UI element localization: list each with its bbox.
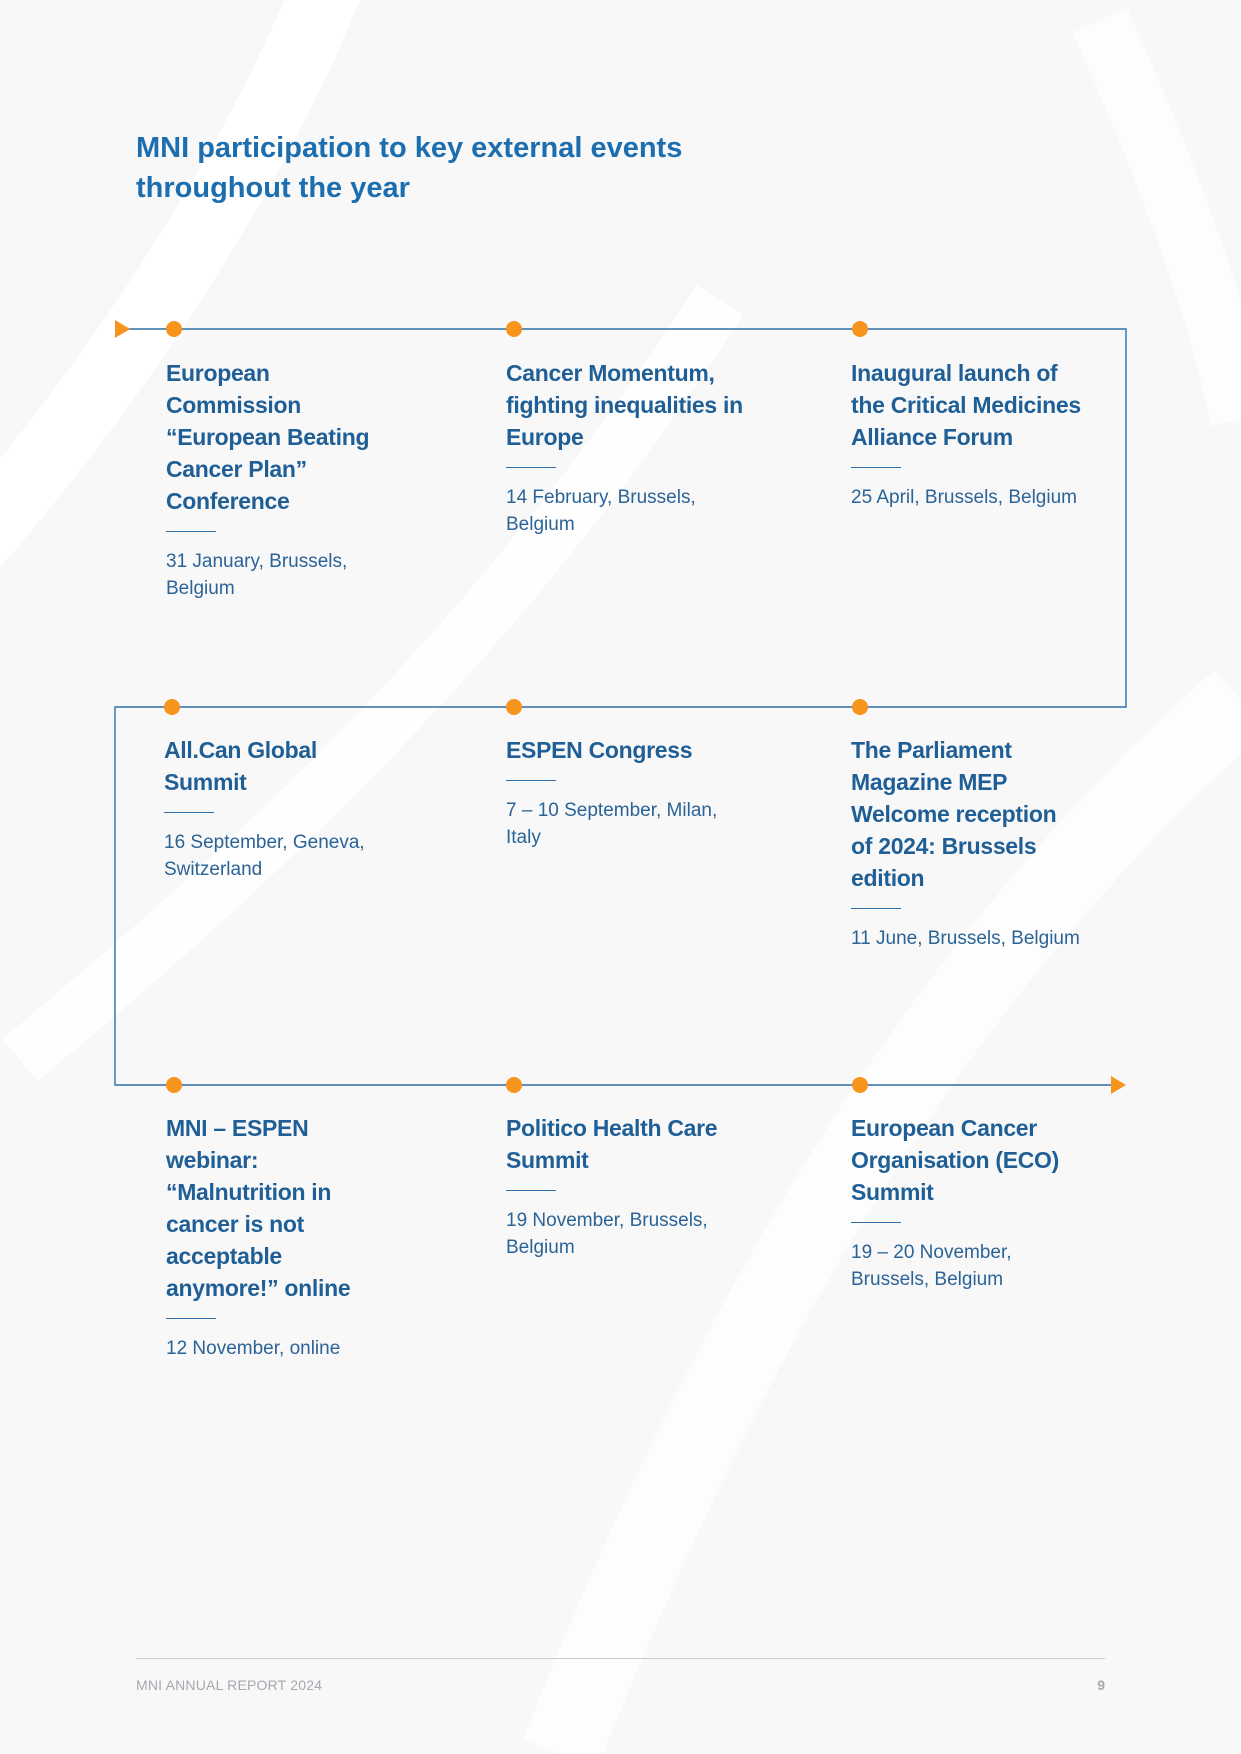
timeline-dot-1: [166, 321, 182, 337]
event-card: [506, 357, 746, 538]
timeline-dot-3: [852, 321, 868, 337]
event-title: European Commission “European Beating Cancer Plan” Conference: [166, 360, 370, 514]
page-number: 9: [1097, 1677, 1105, 1693]
page-title-line-1: MNI participation to key external events: [136, 132, 683, 164]
timeline-dot-7: [166, 1077, 182, 1093]
timeline-dot-2: [506, 321, 522, 337]
event-card: [506, 1112, 746, 1261]
event-date-location: 7 – 10 September, Milan, Italy: [506, 800, 718, 848]
event-card: [851, 734, 1083, 952]
event-card: [851, 1112, 1083, 1293]
divider: [166, 1318, 216, 1319]
event-card: [166, 1112, 371, 1362]
timeline-dot-5: [506, 699, 522, 715]
event-title: Politico Health Care Summit: [506, 1115, 718, 1173]
event-title: ESPEN Congress: [506, 737, 693, 763]
event-date-location: 12 November, online: [166, 1338, 341, 1359]
divider: [506, 1190, 556, 1191]
timeline-dot-4: [164, 699, 180, 715]
event-title: Inaugural launch of the Critical Medicines Alliance Forum: [851, 360, 1081, 450]
event-card: [506, 734, 746, 851]
event-title: The Parliament Magazine MEP Welcome reception of 2024: Brussels edition: [851, 737, 1057, 891]
event-title: MNI – ESPEN webinar: “Malnutrition in cancer is not acceptable anymore!” online: [166, 1115, 351, 1301]
timeline-dot-8: [506, 1077, 522, 1093]
timeline-dot-6: [852, 699, 868, 715]
event-date-location: 16 September, Geneva, Switzerland: [164, 832, 365, 880]
event-card: [166, 357, 388, 602]
event-date-location: 19 – 20 November, Brussels, Belgium: [851, 1242, 1012, 1290]
event-title: European Cancer Organisation (ECO) Summit: [851, 1115, 1060, 1205]
footer-report-name: MNI ANNUAL REPORT 2024: [136, 1677, 323, 1693]
event-card: [851, 357, 1083, 511]
divider: [851, 1222, 901, 1223]
event-date-location: 19 November, Brussels, Belgium: [506, 1210, 708, 1258]
divider: [166, 531, 216, 532]
divider: [164, 812, 214, 813]
timeline-start-arrow-icon: [115, 320, 130, 338]
event-date-location: 31 January, Brussels, Belgium: [166, 551, 348, 599]
divider: [851, 908, 901, 909]
event-date-location: 14 February, Brussels, Belgium: [506, 487, 696, 535]
divider: [506, 467, 556, 468]
event-date-location: 25 April, Brussels, Belgium: [851, 487, 1077, 508]
timeline-end-arrow-icon: [1111, 1076, 1126, 1094]
page-title-line-2: throughout the year: [136, 172, 410, 204]
divider: [851, 467, 901, 468]
timeline-dot-9: [852, 1077, 868, 1093]
event-card: [164, 734, 394, 883]
event-title: Cancer Momentum, fighting inequalities in Europe: [506, 360, 743, 450]
footer-divider: [136, 1658, 1105, 1659]
event-title: All.Can Global Summit: [164, 737, 317, 795]
event-date-location: 11 June, Brussels, Belgium: [851, 928, 1080, 949]
divider: [506, 780, 556, 781]
